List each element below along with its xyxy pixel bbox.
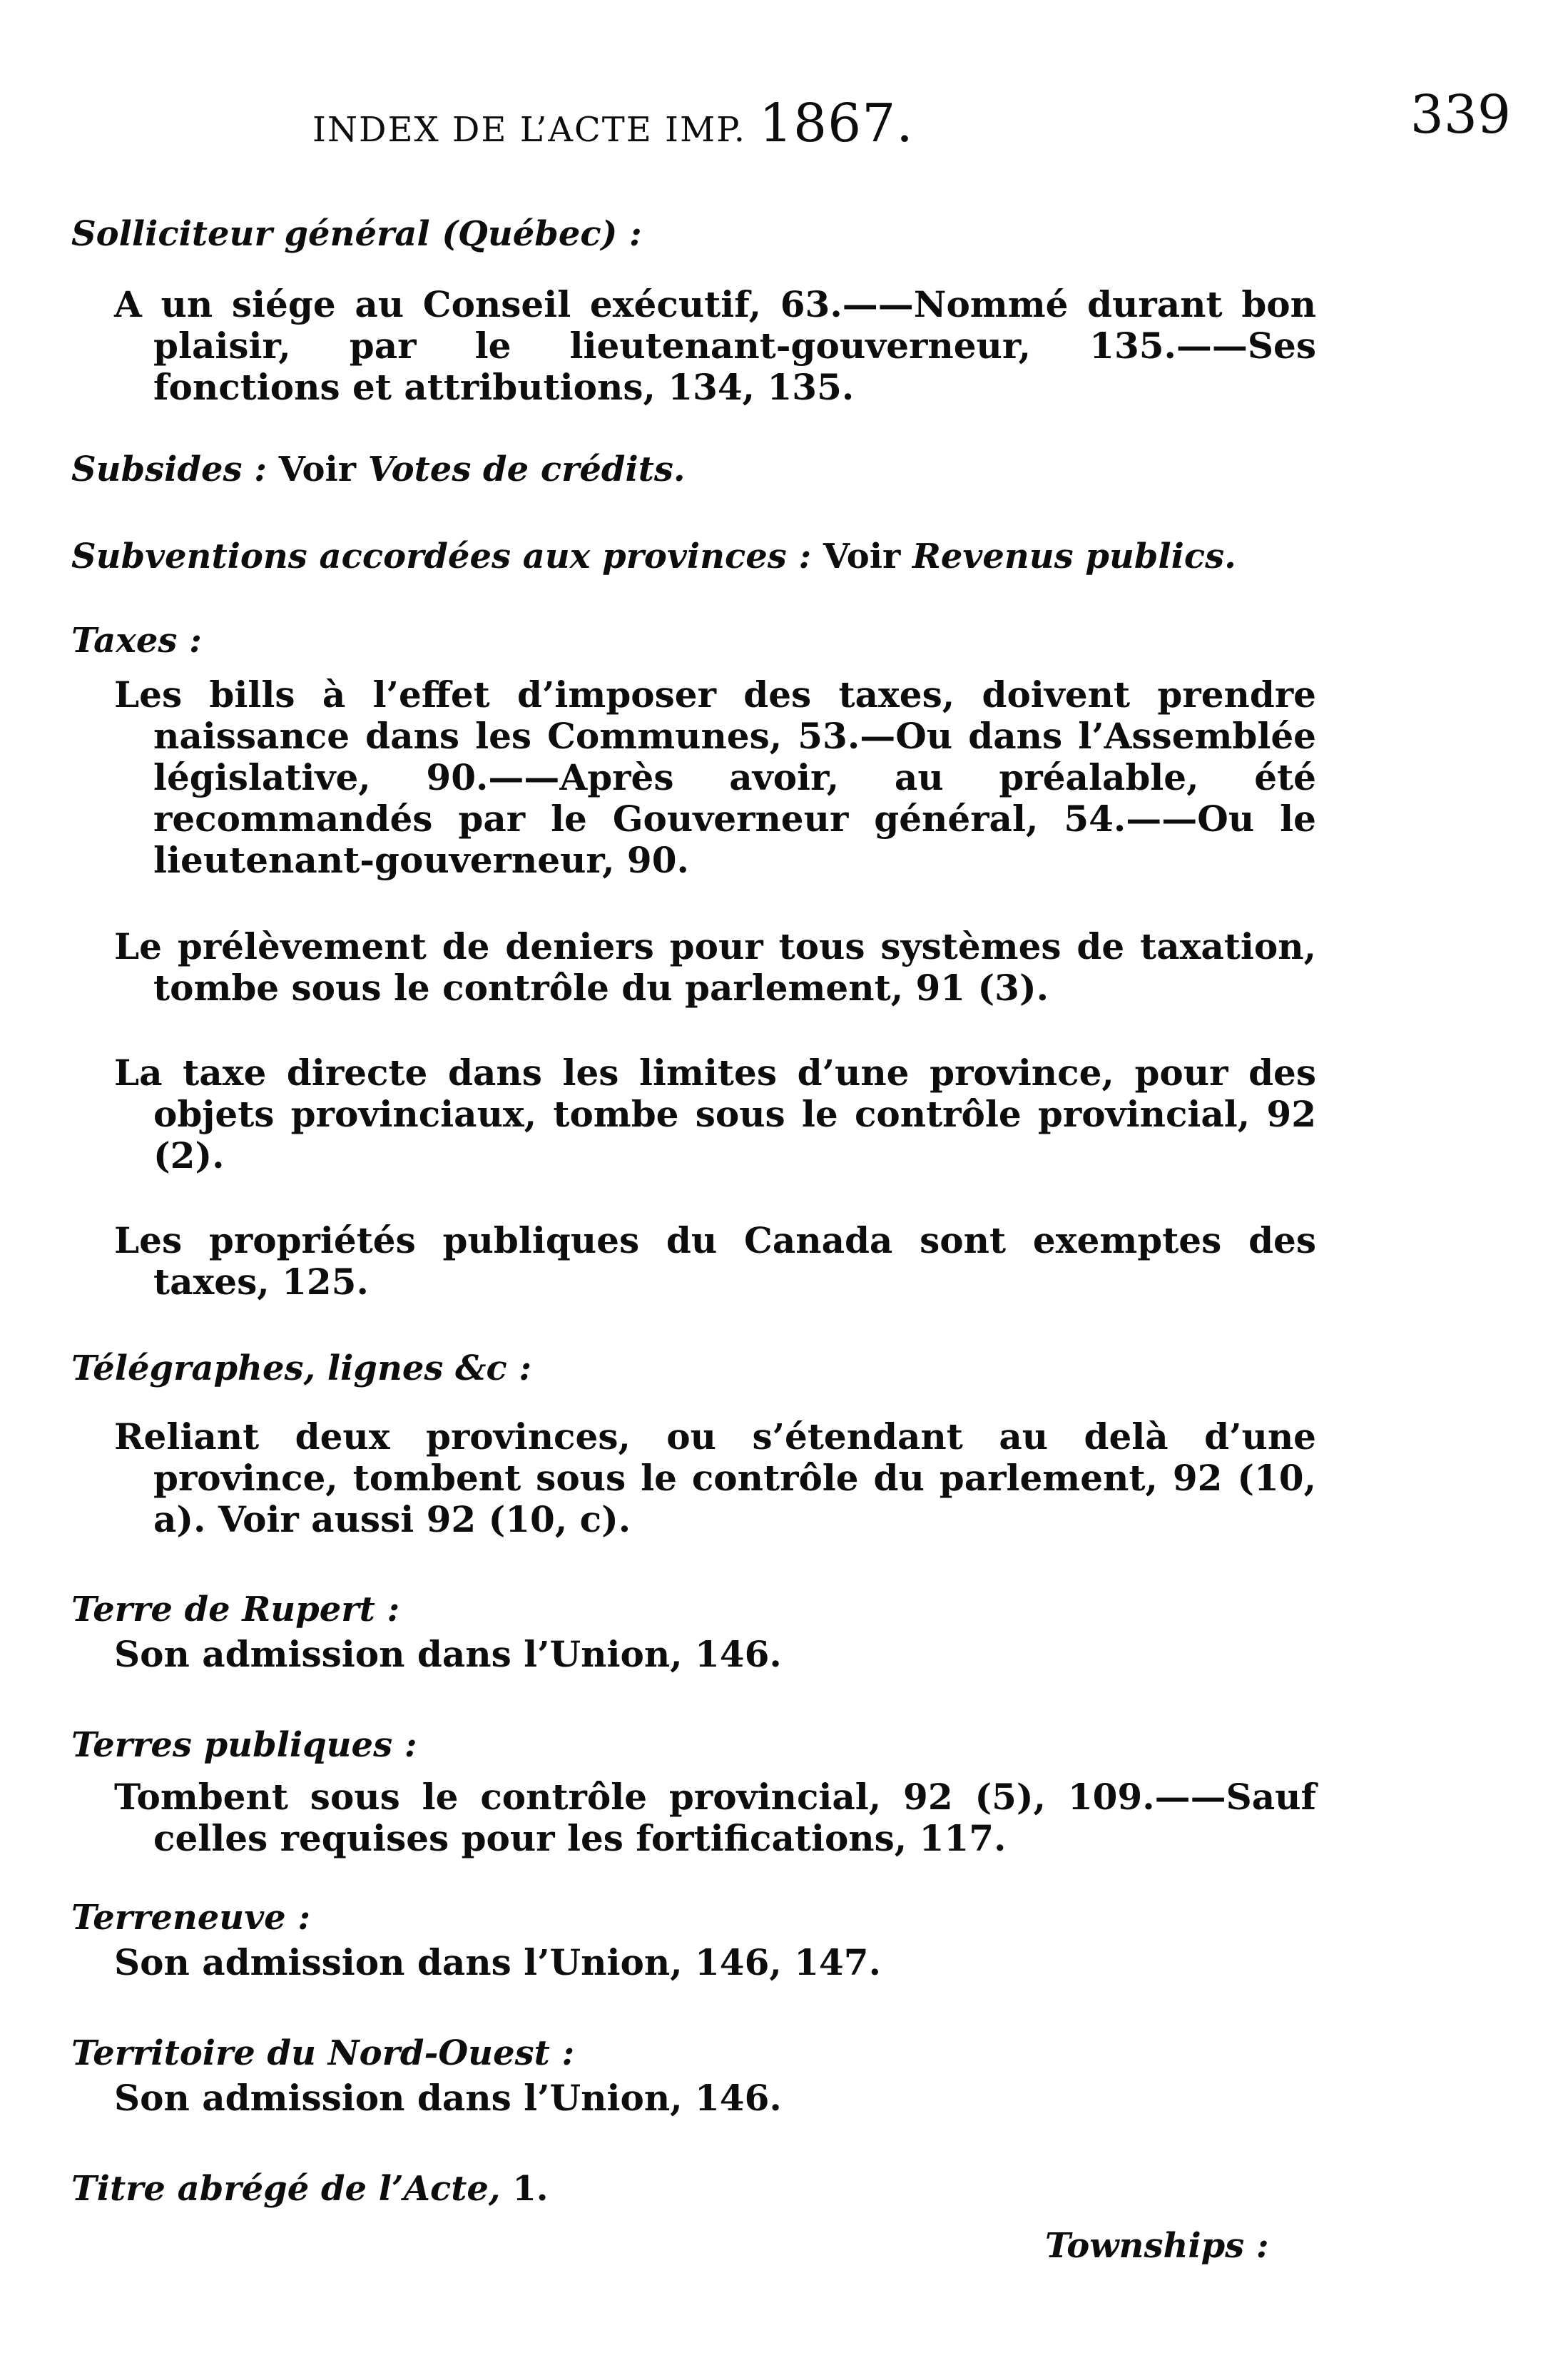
header-title [312, 93, 914, 154]
header-year: 1867. [758, 93, 914, 154]
entry-heading-label: Subsides : [71, 449, 267, 489]
entry-heading-see: Voir [278, 449, 357, 489]
header-title-text: INDEX DE L’ACTE IMP. [312, 110, 746, 150]
page-number: 339 [1410, 84, 1511, 146]
entry-paragraph: Les propriétés publiques du Canada sont exemptes des taxes, 125. [114, 1219, 1316, 1303]
entry-paragraph: Les bills à l’effet d’imposer des taxes, doivent prendre naissance dans les Communes, 53.—Ou dans l’Assemblée législative, 90.——Après avoir, au préalable, été recommandés par le Gouverneur général, 54.——Ou le lieutenant-gouverneur, 90. [114, 673, 1316, 881]
entry-heading-label: Subventions accordées aux provinces : [71, 536, 812, 576]
entry-heading-label: Titre abrégé de l’Acte, [71, 2169, 501, 2209]
entry-paragraph: Le prélèvement de deniers pour tous systèmes de taxation, tombe sous le contrôle du parlement, 91 (3). [114, 925, 1316, 1009]
entry-heading: Télégraphes, lignes &c : [71, 1348, 532, 1388]
entry-heading-reference: 1. [512, 2169, 549, 2209]
running-header [0, 84, 1568, 156]
entry-heading [71, 449, 686, 489]
entry-heading: Terres publiques : [71, 1725, 417, 1765]
entry-heading: Solliciteur général (Québec) : [71, 214, 642, 254]
entry-heading-see: Voir [823, 536, 901, 576]
entry-paragraph: Son admission dans l’Union, 146. [114, 1633, 782, 1675]
entry-paragraph: Tombent sous le contrôle provincial, 92 (5), 109.——Sauf celles requises pour les fortifications, 117. [114, 1776, 1316, 1859]
entry-heading-reference: Votes de crédits. [367, 449, 686, 489]
entry-heading [71, 536, 1236, 576]
entry-heading: Terre de Rupert : [71, 1590, 400, 1629]
entry-heading: Terreneuve : [71, 1898, 311, 1938]
entry-paragraph: La taxe directe dans les limites d’une province, pour des objets provinciaux, tombe sous le contrôle provincial, 92 (2). [114, 1052, 1316, 1176]
entry-heading-reference: Revenus publics. [912, 536, 1236, 576]
entry-paragraph: Son admission dans l’Union, 146, 147. [114, 1941, 881, 1983]
entry-heading: Taxes : [71, 621, 202, 661]
entry-paragraph: Son admission dans l’Union, 146. [114, 2077, 782, 2119]
entry-paragraph: A un siége au Conseil exécutif, 63.——Nommé durant bon plaisir, par le lieutenant-gouverneur, 135.——Ses fonctions et attributions, 134, 135. [114, 283, 1316, 408]
entry-heading: Territoire du Nord-Ouest : [71, 2033, 575, 2073]
entry-paragraph: Reliant deux provinces, ou s’étendant au delà d’une province, tombent sous le contrôle du parlement, 92 (10, a). Voir aussi 92 (10, c). [114, 1415, 1316, 1540]
catchword: Townships : [1045, 2226, 1269, 2266]
entry-heading [71, 2169, 548, 2209]
